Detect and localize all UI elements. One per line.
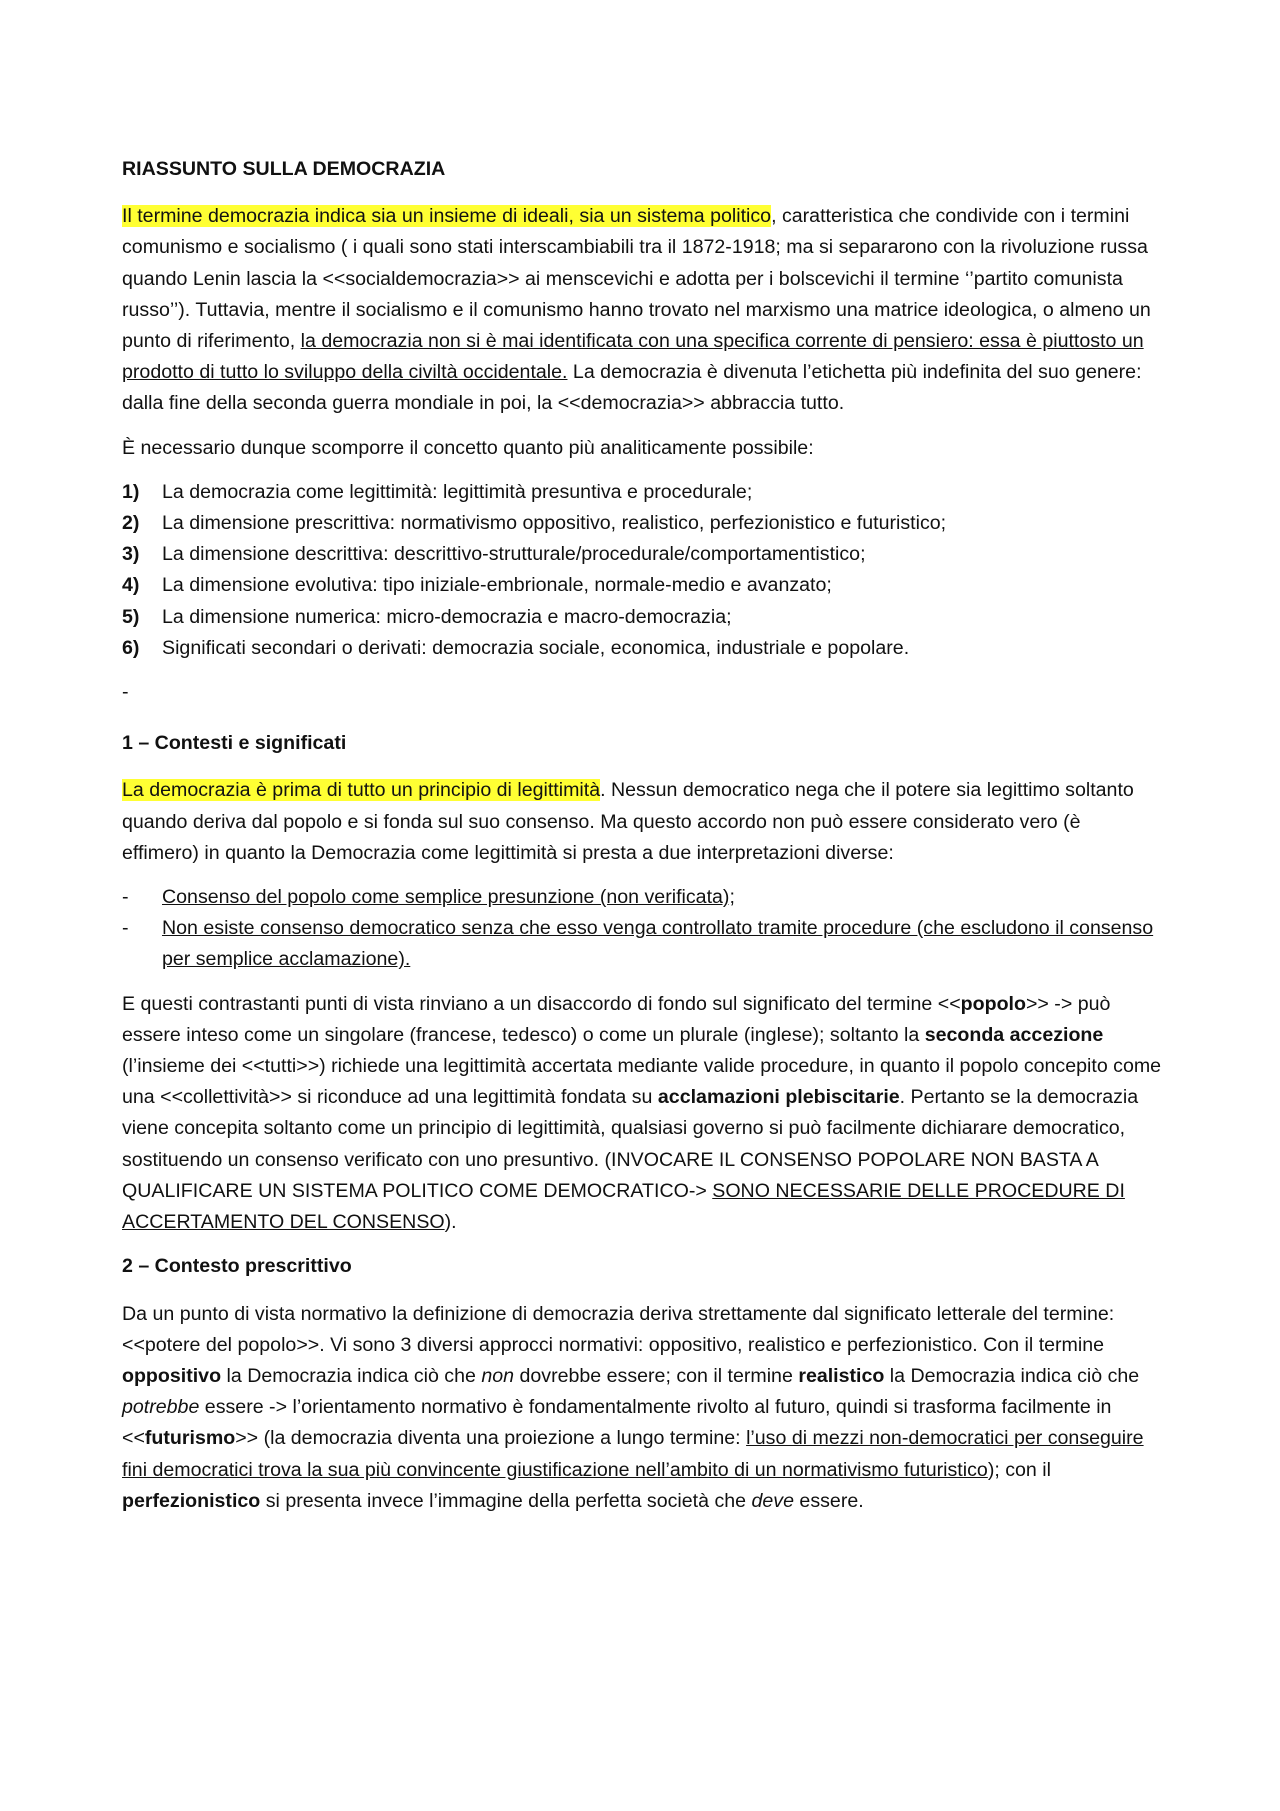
intro-highlight: Il termine democrazia indica sia un insieme di ideali, sia un sistema politico <box>122 205 772 228</box>
list-number: 1) <box>122 480 140 503</box>
list-item <box>122 570 1162 601</box>
list-item <box>122 539 1162 570</box>
list-text: La dimensione evolutiva: tipo iniziale-embrionale, normale-medio e avanzato; <box>162 574 832 597</box>
list-text: La dimensione prescrittiva: normativismo oppositivo, realistico, perfezionistico e futuristico; <box>162 512 947 535</box>
list-text: La dimensione descrittiva: descrittivo-strutturale/procedurale/comportamentistico; <box>162 543 866 566</box>
text-run: ); con il <box>987 1458 1051 1481</box>
list-dash: - <box>122 886 129 909</box>
bold-term: seconda accezione <box>924 1023 1104 1046</box>
list-dash: - <box>122 917 129 940</box>
bold-term: acclamazioni plebiscitarie <box>657 1086 900 1109</box>
intro-underline: la democrazia non si è mai identificata con una specifica corrente di pensiero: essa è piuttosto un prodotto di tutto lo sviluppo della civiltà occidentale. <box>122 330 1144 384</box>
list-item <box>122 882 1162 913</box>
list-item <box>122 913 1162 975</box>
document-title: RIASSUNTO SULLA DEMOCRAZIA <box>122 158 446 180</box>
bold-term: futurismo <box>144 1427 236 1450</box>
section1-paragraph-1 <box>122 775 1162 869</box>
section1-text: . Nessun democratico nega che il potere sia legittimo soltanto quando deriva dal popolo e si fonda sul suo consenso. Ma questo accordo non può essere considerato vero (è effimero) in quanto la Democrazia come legittimità si presta a due interpretazioni diverse: <box>122 779 1134 864</box>
text-run: dovrebbe essere; con il termine <box>514 1364 799 1387</box>
text-run: essere -> l’orientamento normativo è fondamentalmente rivolto al futuro, quindi si trasforma facilmente in << <box>122 1396 1112 1450</box>
text-run: la Democrazia indica ciò che <box>884 1364 1140 1387</box>
bold-term: realistico <box>798 1364 885 1387</box>
separator-dash: - <box>122 681 129 704</box>
list-item <box>122 602 1162 633</box>
section1-paragraph-2 <box>122 989 1162 1239</box>
interpretations-list <box>122 882 1162 976</box>
bold-term: popolo <box>960 992 1026 1015</box>
text-run: . Pertanto se la democrazia viene concepita soltanto come un principio di legittimità, qualsiasi governo si può facilmente dichiarare democratico, sostituendo un consenso verificato con uno presuntivo. (INVOCARE IL CONSENSO POPOLARE NON BASTA A QUALIFICARE UN SISTEMA POLITICO COME DEMOCRATICO-> <box>122 1086 1139 1202</box>
section1-highlight: La democrazia è prima di tutto un principio di legittimità <box>122 779 601 802</box>
italic-term: deve <box>751 1489 794 1512</box>
text-run: >> -> può essere inteso come un singolare (francese, tedesco) o come un plurale (inglese); soltanto la <box>122 992 1111 1046</box>
intro-paragraph <box>122 201 1162 419</box>
list-item <box>122 633 1162 664</box>
list-number: 4) <box>122 574 140 597</box>
text-run: >> (la democrazia diventa una proiezione a lungo termine: <box>235 1427 747 1450</box>
list-number: 6) <box>122 636 140 659</box>
italic-term: potrebbe <box>122 1396 200 1419</box>
text-run: la Democrazia indica ciò che <box>221 1364 482 1387</box>
underlined-text: SONO NECESSARIE DELLE PROCEDURE DI ACCERTAMENTO DEL CONSENSO <box>122 1179 1125 1234</box>
section2-paragraph <box>122 1299 1162 1517</box>
italic-term: non <box>481 1364 515 1387</box>
list-item <box>122 477 1162 508</box>
text-run: E questi contrastanti punti di vista rinviano a un disaccordo di fondo sul significato del termine << <box>122 992 961 1015</box>
list-number: 2) <box>122 512 140 535</box>
text-run: ). <box>444 1211 457 1234</box>
list-item <box>122 508 1162 539</box>
bold-term: oppositivo <box>122 1364 222 1387</box>
list-text: Non esiste consenso democratico senza che esso venga controllato tramite procedure (che escludono il consenso per semplice acclamazione). <box>162 917 1154 971</box>
list-text: Consenso del popolo come semplice presunzione (non verificata); <box>162 886 735 909</box>
text-run: essere. <box>793 1489 864 1512</box>
list-text: La dimensione numerica: micro-democrazia e macro-democrazia; <box>162 605 732 628</box>
intro-text-1: , caratteristica che condivide con i termini comunismo e socialismo ( i quali sono stati interscambiabili tra il 1872-1918; ma si separarono con la rivoluzione russa quando Lenin lascia la <<socialdemocrazia>> ai menscevichi e adotta per i bolscevichi il termine ‘’partito comunista russo’’). Tuttavia, mentre il socialismo e il comunismo hanno trovato nel marxismo una matrice ideologica, o almeno un punto di riferimento, <box>122 205 1151 353</box>
list-number: 5) <box>122 605 140 628</box>
bold-term: perfezionistico <box>122 1489 261 1512</box>
lead-paragraph: È necessario dunque scomporre il concetto quanto più analiticamente possibile: <box>122 436 814 459</box>
section1-heading: 1 – Contesti e significati <box>122 732 347 755</box>
underlined-text: l’uso di mezzi non-democratici per conseguire fini democratici trova la sua più convincente giustificazione nell’ambito di un normativismo futuristico <box>122 1427 1144 1481</box>
text-run: si presenta invece l’immagine della perfetta società che <box>260 1489 752 1512</box>
text-run: Da un punto di vista normativo la definizione di democrazia deriva strettamente dal significato letterale del termine:<<potere del popolo>>. Vi sono 3 diversi approcci normativi: oppositivo, realistico e perfezionistico. Con il termine <box>122 1302 1115 1356</box>
section2-heading: 2 – Contesto prescrittivo <box>122 1255 352 1278</box>
dimensions-list <box>122 477 1162 664</box>
list-number: 3) <box>122 543 140 566</box>
text-run: (l’insieme dei <<tutti>>) richiede una legittimità accertata mediante valide procedure, in quanto il popolo concepito come una <<collettività>> si riconduce ad una legittimità fondata su <box>122 1055 1162 1109</box>
list-text: Significati secondari o derivati: democrazia sociale, economica, industriale e popolare. <box>162 636 910 659</box>
list-text: La democrazia come legittimità: legittimità presuntiva e procedurale; <box>162 480 753 503</box>
intro-text-2: La democrazia è divenuta l’etichetta più indefinita del suo genere: dalla fine della seconda guerra mondiale in poi, la <<democrazia>> abbraccia tutto. <box>122 361 1142 415</box>
